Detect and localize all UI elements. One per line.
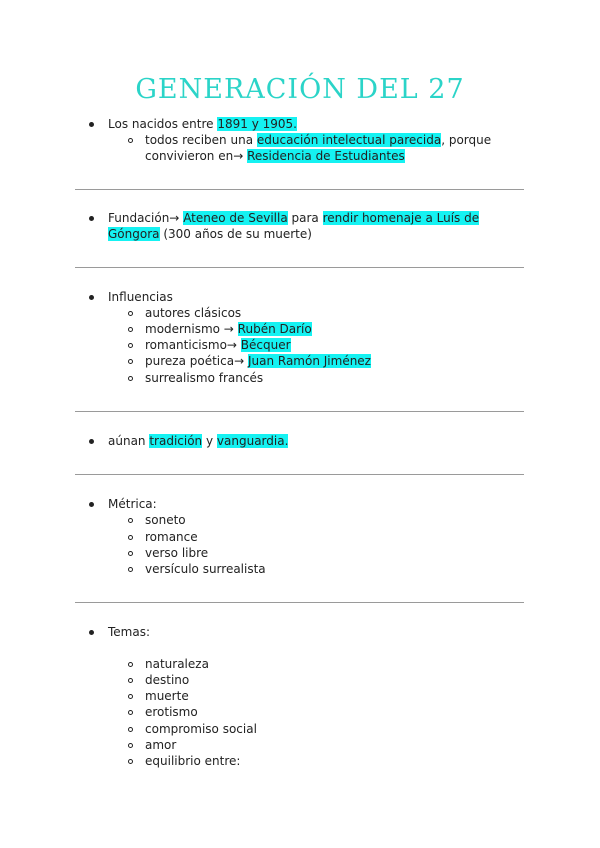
- sub-bullet: [128, 567, 133, 572]
- bullet: [89, 502, 94, 507]
- influence-pre: pureza poética→: [145, 354, 248, 368]
- sub-bullet: [128, 343, 133, 348]
- ateneo-highlight: Ateneo de Sevilla: [183, 211, 288, 225]
- gongora-line: [108, 226, 312, 242]
- birth-years-highlight: 1891 y 1905.: [217, 117, 297, 131]
- influence-highlight: Bécquer: [240, 338, 291, 352]
- metric-item: soneto: [145, 513, 186, 527]
- influence-item: [145, 353, 371, 369]
- influence-highlight: Rubén Darío: [237, 322, 312, 336]
- sub-bullet: [128, 551, 133, 556]
- divider: [75, 189, 524, 190]
- sub-bullet: [128, 535, 133, 540]
- education-item: [145, 132, 491, 148]
- divider: [75, 267, 524, 268]
- gongora-post: (300 años de su muerte): [159, 227, 312, 241]
- influence-pre: romanticismo→: [145, 338, 241, 352]
- sub-bullet: [128, 518, 133, 523]
- theme-item: destino: [145, 673, 190, 687]
- sub-bullet: [128, 727, 133, 732]
- theme-item: erotismo: [145, 705, 198, 719]
- foundation-pre: Fundación→: [108, 211, 184, 225]
- sub-bullet: [128, 694, 133, 699]
- sub-bullet: [128, 327, 133, 332]
- metrics-heading: Métrica:: [108, 497, 157, 511]
- theme-item: naturaleza: [145, 657, 209, 671]
- sub-bullet: [128, 710, 133, 715]
- education-post: , porque: [441, 133, 492, 147]
- education-highlight: educación intelectual parecida: [256, 133, 442, 147]
- residencia-highlight: Residencia de Estudiantes: [247, 149, 405, 163]
- influences-heading: Influencias: [108, 290, 173, 304]
- themes-heading: Temas:: [108, 625, 151, 639]
- birth-years-item: [108, 116, 297, 132]
- sub-bullet: [128, 376, 133, 381]
- theme-item: compromiso social: [145, 722, 257, 736]
- vanguard-highlight: vanguardia.: [216, 434, 289, 448]
- metric-item: romance: [145, 530, 198, 544]
- sub-bullet: [128, 138, 133, 143]
- influence-pre: modernismo →: [145, 322, 238, 336]
- influence-item: [145, 321, 312, 337]
- divider: [75, 474, 524, 475]
- bullet: [89, 439, 94, 444]
- influence-item: autores clásicos: [145, 306, 242, 320]
- tradition-pre: aúnan: [108, 434, 150, 448]
- page-title: GENERACIÓN DEL 27: [135, 74, 465, 105]
- metric-item: verso libre: [145, 546, 209, 560]
- tradition-mid: y: [202, 434, 217, 448]
- foundation-mid: para: [287, 211, 323, 225]
- sub-bullet: [128, 359, 133, 364]
- homenaje-highlight: rendir homenaje a Luís de: [322, 211, 480, 225]
- gongora-highlight: Góngora: [108, 227, 160, 241]
- tradition-highlight: tradición: [149, 434, 203, 448]
- tradition-item: [108, 433, 288, 449]
- divider: [75, 411, 524, 412]
- theme-item: muerte: [145, 689, 189, 703]
- sub-bullet: [128, 662, 133, 667]
- sub-bullet: [128, 743, 133, 748]
- bullet: [89, 295, 94, 300]
- bullet: [89, 216, 94, 221]
- influence-highlight: Juan Ramón Jiménez: [247, 354, 371, 368]
- bullet: [89, 122, 94, 127]
- education-pre: todos reciben una: [145, 133, 257, 147]
- influence-item: [145, 337, 291, 353]
- foundation-item: [108, 210, 479, 226]
- metric-item: versículo surrealista: [145, 562, 266, 576]
- theme-item: equilibrio entre:: [145, 754, 241, 768]
- birth-years-label: Los nacidos entre: [108, 117, 218, 131]
- sub-bullet: [128, 311, 133, 316]
- residencia-pre: convivieron en→: [145, 149, 248, 163]
- residencia-line: [145, 148, 405, 164]
- sub-bullet: [128, 678, 133, 683]
- divider: [75, 602, 524, 603]
- theme-item: amor: [145, 738, 177, 752]
- sub-bullet: [128, 759, 133, 764]
- bullet: [89, 630, 94, 635]
- influence-item: surrealismo francés: [145, 371, 264, 385]
